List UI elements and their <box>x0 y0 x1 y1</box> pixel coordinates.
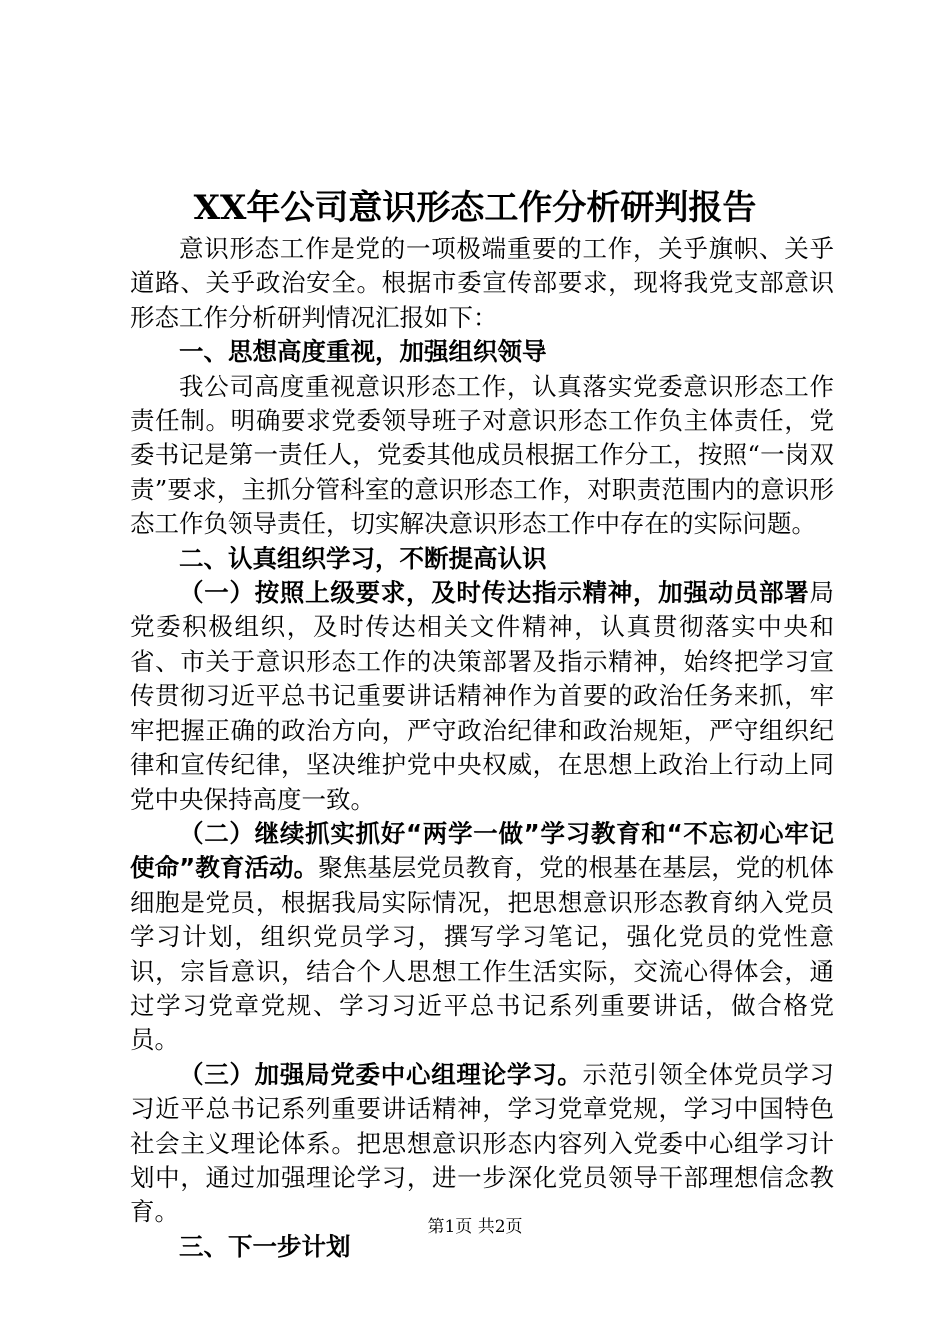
section-2-item-3-paragraph <box>130 1058 834 1230</box>
section-2-item-2-body: 聚焦基层党员教育，党的根基在基层，党的机体细胞是党员，根据我局实际情况，把思想意识形态教育纳入党员学习计划，组织党员学习，撰写学习笔记，强化党员的党性意识，宗旨意识，结合个人思想工作生活实际，交流心得体会，通过学习党章党规、学习习近平总书记系列重要讲话，做合格党员。 <box>130 853 835 1055</box>
intro-paragraph: 意识形态工作是党的一项极端重要的工作，关乎旗帜、关乎道路、关乎政治安全。根据市委宣传部要求，现将我党支部意识形态工作分析研判情况汇报如下： <box>130 234 834 332</box>
section-2-heading: 二、认真组织学习，不断提高认识 <box>179 543 547 573</box>
section-2-item-2-paragraph <box>130 817 834 1058</box>
section-1-paragraph: 我公司高度重视意识形态工作，认真落实党委意识形态工作责任制。明确要求党委领导班子对意识形态工作负主体责任，党委书记是第一责任人，党委其他成员根据工作分工，按照“一岗双责”要求，主抓分管科室的意识形态工作，对职责范围内的意识形态工作负领导责任，切实解决意识形态工作中存在的实际问题。 <box>130 371 834 539</box>
section-2-item-2-lead: （二）继续抓实抓好“两学一做”学习教育和“不忘初心牢记使命”教育活动。 <box>130 818 834 883</box>
document-title: XX年公司意识形态工作分析研判报告 <box>193 188 757 228</box>
section-2-item-1-lead: （一）按照上级要求，及时传达指示精神，加强动员部署 <box>179 578 810 608</box>
section-2-item-3-body: 示范引领全体党员学习习近平总书记系列重要讲话精神，学习党章党规，学习中国特色社会主义理论体系。把思想意识形态内容列入党委中心组学习计划中，通过加强理论学习，进一步深化党员领导干部理想信念教育。 <box>130 1059 835 1227</box>
page-number-footer: 第1页 共2页 <box>427 1217 523 1237</box>
section-2-item-3-lead: （三）加强局党委中心组理论学习。 <box>179 1059 583 1089</box>
document-body <box>130 232 834 1264</box>
section-3-heading: 三、下一步计划 <box>179 1231 351 1261</box>
section-2-item-1-body: 局党委积极组织，及时传达相关文件精神，认真贯彻落实中央和省、市关于意识形态工作的决策部署及指示精神，始终把学习宣传贯彻习近平总书记重要讲话精神作为首要的政治任务来抓，牢牢把握正确的政治方向，严守政治纪律和政治规矩，严守组织纪律和宣传纪律，坚决维护党中央权威，在思想上政治上行动上同党中央保持高度一致。 <box>130 578 834 814</box>
section-1-heading: 一、思想高度重视，加强组织领导 <box>179 337 547 367</box>
section-2-item-1-paragraph <box>130 576 834 817</box>
